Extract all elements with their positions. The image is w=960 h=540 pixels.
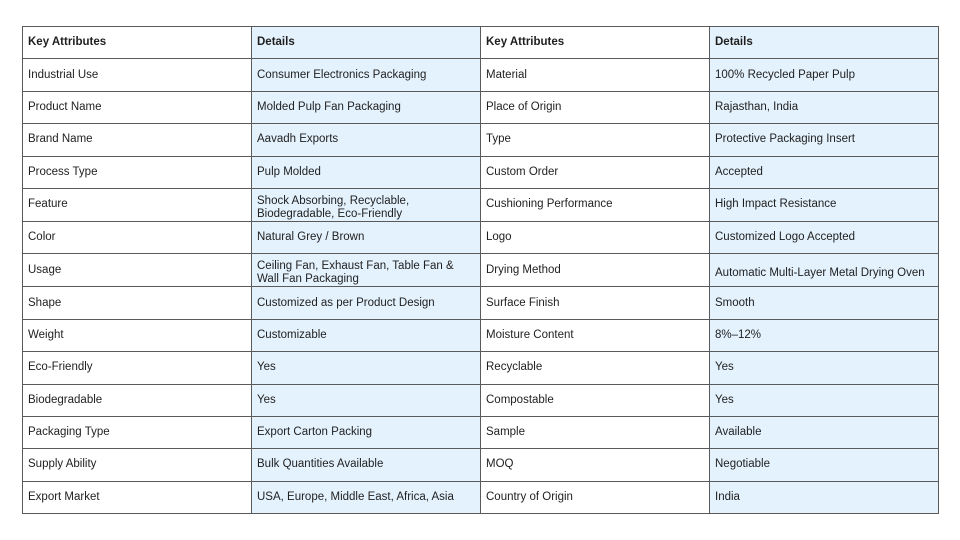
table-row <box>23 156 939 188</box>
cell-text: Export Carton Packing <box>257 426 373 439</box>
cell-text: Natural Grey / Brown <box>257 231 365 244</box>
attribute-name-cell <box>481 124 710 156</box>
cell-text: Automatic Multi-Layer Metal Drying Oven <box>715 266 925 279</box>
cell-text: Moisture Content <box>486 328 574 341</box>
cell-text: Drying Method <box>486 263 561 276</box>
cell-text: Custom Order <box>486 165 559 178</box>
attribute-value-cell <box>710 319 939 351</box>
cell-text: MOQ <box>486 458 514 471</box>
table-row <box>23 188 939 221</box>
attribute-name-cell <box>481 254 710 287</box>
attribute-name-cell <box>23 124 252 156</box>
attribute-value-cell <box>710 254 939 287</box>
cell-text: Accepted <box>715 165 763 178</box>
cell-text: Usage <box>28 263 62 276</box>
header-key-attributes-right: Key Attributes <box>481 27 710 59</box>
attribute-value-cell <box>252 59 481 91</box>
attribute-value-cell <box>710 449 939 481</box>
cell-text: Surface Finish <box>486 296 560 309</box>
cell-text: Place of Origin <box>486 100 562 113</box>
table-header-row <box>23 27 939 59</box>
table-row <box>23 384 939 416</box>
attribute-value-cell <box>252 156 481 188</box>
attribute-value-cell <box>710 416 939 448</box>
attribute-value-cell <box>252 352 481 384</box>
cell-text: Biodegradable <box>28 393 103 406</box>
attribute-value-cell <box>710 221 939 253</box>
attribute-value-cell <box>252 481 481 513</box>
cell-text: Sample <box>486 426 525 439</box>
cell-text: Feature <box>28 198 68 211</box>
table-row <box>23 287 939 319</box>
attribute-value-cell <box>252 319 481 351</box>
cell-text: Yes <box>715 393 734 406</box>
cell-text: Color <box>28 231 56 244</box>
cell-text: Supply Ability <box>28 458 97 471</box>
cell-text: Customizable <box>257 328 327 341</box>
attribute-value-cell <box>252 188 481 221</box>
cell-text: Yes <box>715 361 734 374</box>
cell-text: High Impact Resistance <box>715 198 837 211</box>
attribute-value-cell <box>710 481 939 513</box>
attribute-name-cell <box>481 352 710 384</box>
table-row <box>23 254 939 287</box>
attribute-value-cell <box>710 91 939 123</box>
cell-text: Bulk Quantities Available <box>257 458 384 471</box>
cell-text: 100% Recycled Paper Pulp <box>715 68 855 81</box>
cell-text: Weight <box>28 328 64 341</box>
attribute-name-cell <box>23 449 252 481</box>
cell-text: USA, Europe, Middle East, Africa, Asia <box>257 490 454 503</box>
attribute-value-cell <box>252 221 481 253</box>
cell-text: Customized Logo Accepted <box>715 231 856 244</box>
attribute-name-cell <box>23 287 252 319</box>
attribute-value-cell <box>710 384 939 416</box>
table-row <box>23 449 939 481</box>
cell-text: Compostable <box>486 393 554 406</box>
attributes-table-container <box>22 26 938 514</box>
cell-text: Process Type <box>28 165 98 178</box>
cell-text: Consumer Electronics Packaging <box>257 68 427 81</box>
cell-text: Shock Absorbing, Recyclable, Biodegradable, Eco-Friendly <box>257 194 410 220</box>
table-row <box>23 91 939 123</box>
cell-text: Shape <box>28 296 62 309</box>
attribute-name-cell <box>481 287 710 319</box>
attribute-name-cell <box>481 319 710 351</box>
cell-text: 8%–12% <box>715 328 762 341</box>
table-row <box>23 416 939 448</box>
cell-text: Aavadh Exports <box>257 133 339 146</box>
cell-text: Ceiling Fan, Exhaust Fan, Table Fan & Wall Fan Packaging <box>257 260 454 286</box>
cell-text: Negotiable <box>715 458 770 471</box>
table-row <box>23 352 939 384</box>
table-row <box>23 59 939 91</box>
cell-text: Yes <box>257 393 276 406</box>
header-details-right: Details <box>710 27 939 59</box>
cell-text: Customized as per Product Design <box>257 296 435 309</box>
attribute-value-cell <box>252 449 481 481</box>
cell-text: Cushioning Performance <box>486 198 613 211</box>
cell-text: Available <box>715 426 762 439</box>
attribute-name-cell <box>481 384 710 416</box>
attribute-name-cell <box>23 156 252 188</box>
cell-text: Export Market <box>28 490 100 503</box>
attribute-value-cell <box>710 188 939 221</box>
attribute-name-cell <box>23 91 252 123</box>
attribute-value-cell <box>710 352 939 384</box>
cell-text: Rajasthan, India <box>715 100 799 113</box>
attribute-value-cell <box>710 287 939 319</box>
attribute-value-cell <box>252 416 481 448</box>
attribute-name-cell <box>23 59 252 91</box>
attribute-name-cell <box>23 319 252 351</box>
cell-text: Smooth <box>715 296 755 309</box>
attribute-name-cell <box>481 416 710 448</box>
cell-text: India <box>715 490 740 503</box>
table-row <box>23 481 939 513</box>
attribute-name-cell <box>481 59 710 91</box>
table-row <box>23 221 939 253</box>
attribute-name-cell <box>481 221 710 253</box>
table-row <box>23 124 939 156</box>
attribute-value-cell <box>710 59 939 91</box>
attribute-value-cell <box>710 124 939 156</box>
table-row <box>23 319 939 351</box>
cell-text: Industrial Use <box>28 68 99 81</box>
attribute-name-cell <box>23 384 252 416</box>
cell-text: Material <box>486 68 527 81</box>
cell-text: Logo <box>486 231 512 244</box>
attributes-table <box>22 26 939 514</box>
attribute-name-cell <box>481 188 710 221</box>
attribute-name-cell <box>23 254 252 287</box>
cell-text: Pulp Molded <box>257 165 321 178</box>
cell-text: Brand Name <box>28 133 93 146</box>
attribute-value-cell <box>710 156 939 188</box>
attribute-value-cell <box>252 124 481 156</box>
attribute-name-cell <box>481 156 710 188</box>
attribute-value-cell <box>252 287 481 319</box>
cell-text: Protective Packaging Insert <box>715 133 855 146</box>
attribute-name-cell <box>481 449 710 481</box>
cell-text: Eco-Friendly <box>28 361 93 374</box>
cell-text: Recyclable <box>486 361 543 374</box>
attribute-name-cell <box>481 481 710 513</box>
cell-text: Packaging Type <box>28 426 110 439</box>
attribute-name-cell <box>23 352 252 384</box>
cell-text: Country of Origin <box>486 490 573 503</box>
attribute-name-cell <box>23 188 252 221</box>
attribute-value-cell <box>252 384 481 416</box>
table-body <box>23 59 939 514</box>
attribute-name-cell <box>23 481 252 513</box>
header-key-attributes-left: Key Attributes <box>23 27 252 59</box>
cell-text: Product Name <box>28 100 102 113</box>
attribute-value-cell <box>252 254 481 287</box>
attribute-name-cell <box>23 416 252 448</box>
cell-text: Type <box>486 133 511 146</box>
header-details-left: Details <box>252 27 481 59</box>
cell-text: Molded Pulp Fan Packaging <box>257 100 401 113</box>
cell-text: Yes <box>257 361 276 374</box>
attribute-name-cell <box>23 221 252 253</box>
attribute-value-cell <box>252 91 481 123</box>
attribute-name-cell <box>481 91 710 123</box>
